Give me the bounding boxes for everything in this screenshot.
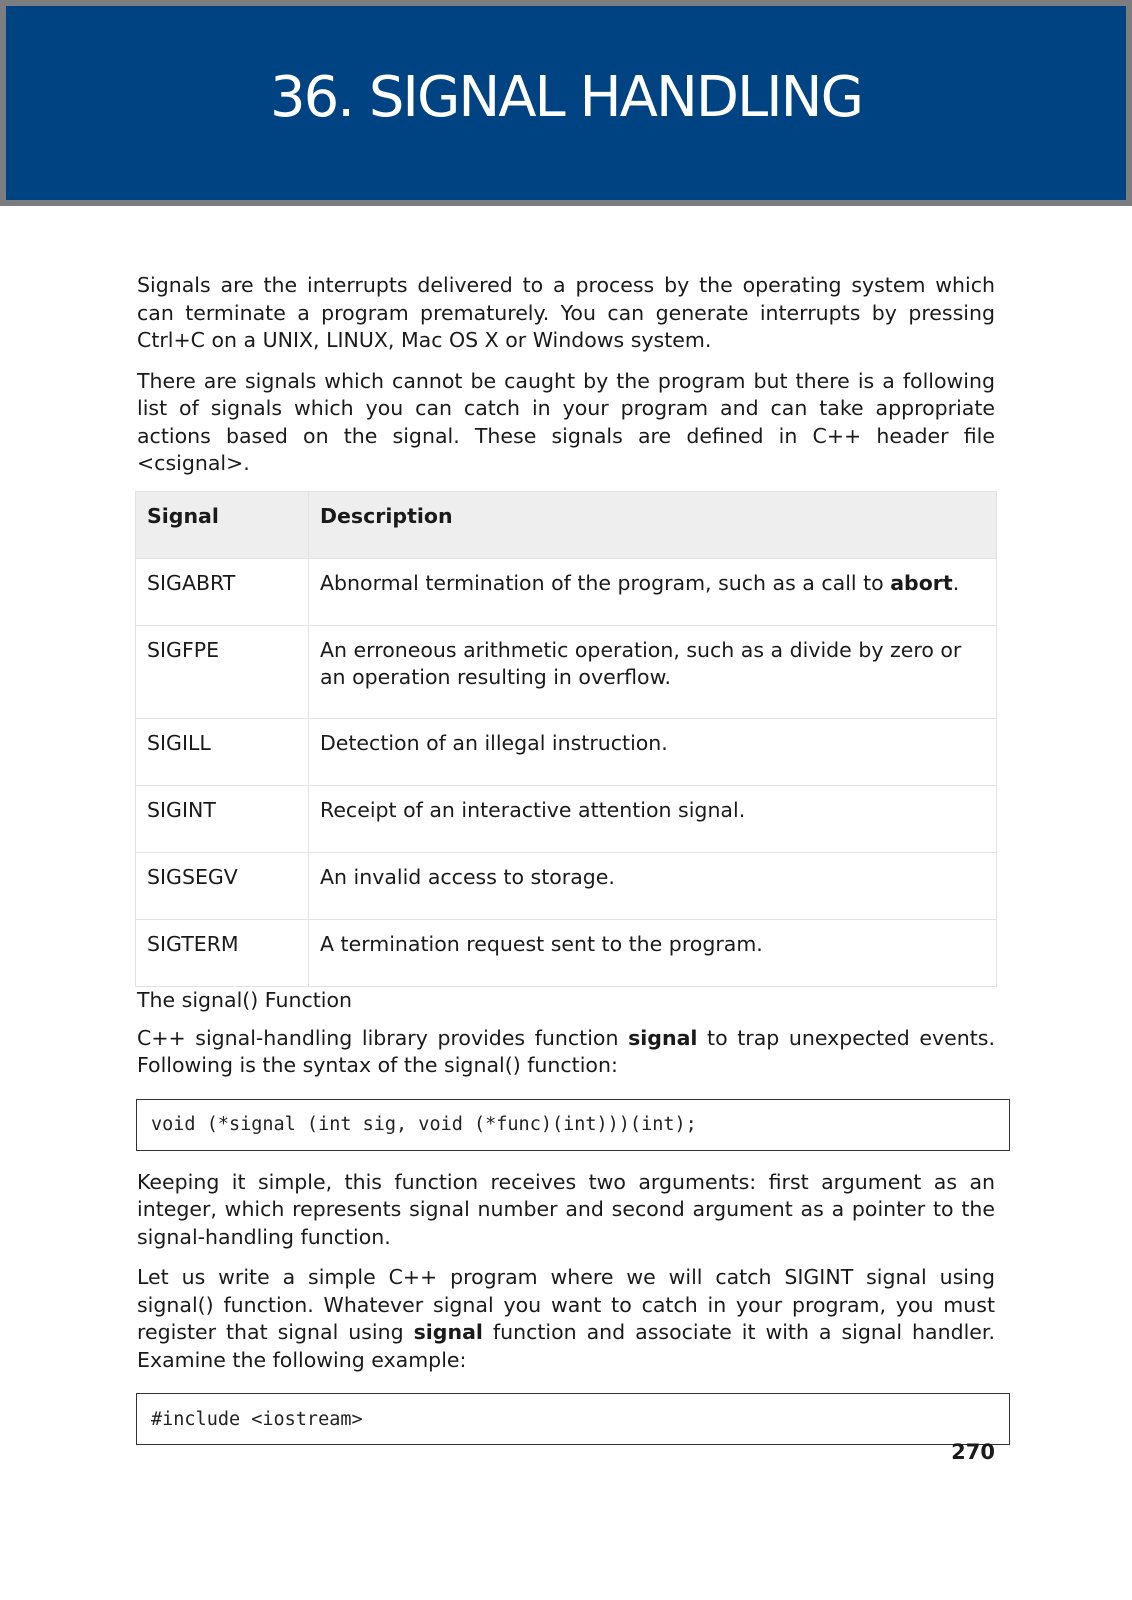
- signal-name: SIGABRT: [136, 558, 309, 625]
- table-row: [136, 852, 997, 919]
- section-paragraph-2: Keeping it simple, this function receives two arguments: first argument as an integer, which represents signal number and second argument as a pointer to the signal-handling function.: [137, 1169, 995, 1249]
- signal-description: An erroneous arithmetic operation, such as a divide by zero or an operation resulting in overflow.: [309, 625, 997, 718]
- table-row: [136, 718, 997, 785]
- signal-name: SIGINT: [136, 785, 309, 852]
- paragraph-text: C++ signal-handling library provides function: [137, 1025, 629, 1050]
- paragraph-text: Let us write a simple C++ program where we will catch SIGINT signal using signal() function. Whatever signal you want to catch in your program, you must register that signal using: [137, 1265, 995, 1344]
- section-paragraph-3: [137, 1264, 995, 1374]
- chapter-banner: [0, 0, 1132, 206]
- code-block-example: #include <iostream>: [136, 1393, 1010, 1445]
- paragraph-text: to trap unexpected events. Following is the syntax of the signal() function:: [137, 1025, 996, 1077]
- paragraph-bold-term: signal: [413, 1320, 483, 1344]
- column-header-signal: Signal: [136, 491, 309, 558]
- table-row: [136, 919, 997, 986]
- signal-description: Receipt of an interactive attention signal.: [309, 785, 997, 852]
- table-row: [136, 558, 997, 625]
- signals-table: [135, 491, 997, 987]
- description-bold-term: abort: [890, 570, 953, 595]
- table-row: [136, 785, 997, 852]
- page-content: [137, 272, 995, 1451]
- description-text: Abnormal termination of the program, such as a call to: [320, 570, 891, 595]
- paragraph-text: function and associate it with a signal handler. Examine the following example:: [137, 1320, 995, 1372]
- signal-description: An invalid access to storage.: [309, 852, 997, 919]
- signal-description: A termination request sent to the program.: [309, 919, 997, 986]
- intro-paragraph-1: Signals are the interrupts delivered to a process by the operating system which can terminate a program prematurely. You can generate interrupts by pressing Ctrl+C on a UNIX, LINUX, Mac OS X or Windows system.: [137, 273, 995, 352]
- signal-name: SIGSEGV: [136, 852, 309, 919]
- intro-paragraph-2: There are signals which cannot be caught by the program but there is a following list of signals which you can catch in your program and can take appropriate actions based on the signal. These signals are defined in C++ header file <csignal>.: [137, 368, 995, 475]
- table-header-row: [136, 491, 997, 558]
- page-number: 270: [951, 1440, 995, 1464]
- signal-name: SIGTERM: [136, 919, 309, 986]
- description-text: .: [952, 570, 960, 595]
- signal-description: Detection of an illegal instruction.: [309, 718, 997, 785]
- signal-description: [309, 558, 997, 625]
- chapter-title: 36. SIGNAL HANDLING: [270, 64, 862, 130]
- table-row: [136, 625, 997, 718]
- column-header-description: Description: [309, 491, 997, 558]
- section-heading: The signal() Function: [137, 987, 352, 1012]
- signal-name: SIGFPE: [136, 625, 309, 718]
- section-paragraph-1: [137, 1025, 995, 1080]
- signal-name: SIGILL: [136, 718, 309, 785]
- code-block-syntax: void (*signal (int sig, void (*func)(int)))(int);: [136, 1099, 1010, 1151]
- paragraph-bold-term: signal: [628, 1025, 698, 1050]
